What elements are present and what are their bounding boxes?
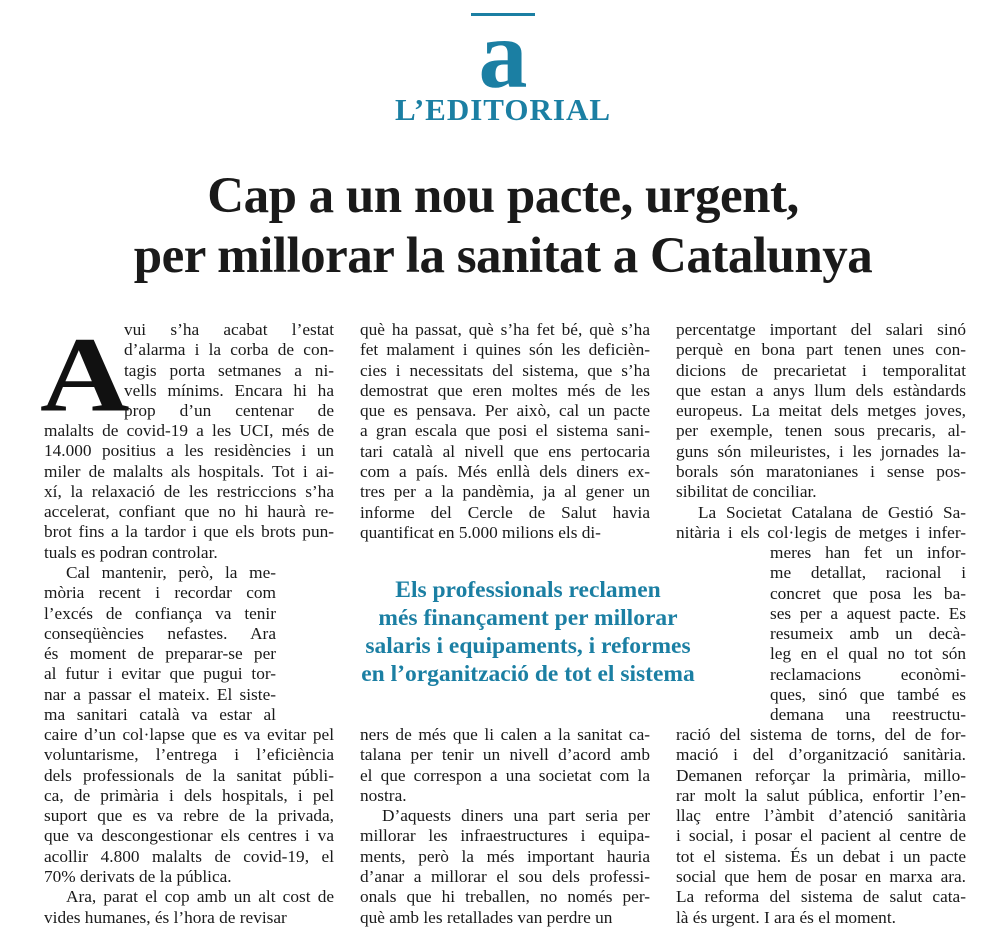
text-line: dels professionals de la sanitat públi- — [44, 765, 334, 785]
headline-line: Cap a un nou pacte, urgent, — [207, 168, 799, 224]
text-line: prop d’un centenar de — [124, 401, 334, 421]
text-line: quantificat en 5.000 milions els di- — [360, 522, 601, 542]
pull-quote-line: salaris i equipaments, i reformes — [365, 633, 691, 659]
text-line: fet malament i quines són les deficièn- — [360, 340, 650, 360]
text-line: ses per a aquest pacte. Es — [770, 603, 966, 623]
text-line: La Societat Catalana de Gestió Sa- — [698, 502, 966, 522]
text-line: accelerat, confiant que no hi haurà re- — [44, 502, 334, 522]
text-line: perquè en bona part tenen unes con- — [676, 340, 966, 360]
text-line: miler de malalts als hospitals. Tot i ai- — [44, 461, 334, 481]
text-line: i social, i posar el pacient al centre de — [676, 826, 966, 846]
text-line: demostrat que eren moltes més de les — [360, 380, 650, 400]
text-line: nostra. — [360, 785, 407, 805]
text-line: tuals es podran controlar. — [44, 542, 218, 562]
text-line: vells mínims. Encara hi ha — [124, 380, 334, 400]
text-line: d’alarma i la corba de con- — [124, 340, 334, 360]
text-line: ques, sinó que també es — [770, 685, 966, 705]
text-line: vides humanes, és l’hora de revisar — [44, 907, 287, 927]
text-line: el que correspon a una societat com la — [360, 765, 650, 785]
text-line: que estan a anys llum dels estàndards — [676, 380, 966, 400]
text-line: què amb les retallades van perdre un — [360, 907, 613, 927]
text-line: ments, però la més important hauria — [360, 846, 650, 866]
text-line: acollir 4.800 malalts de covid-19, el — [44, 846, 334, 866]
column-3-bottom — [676, 725, 966, 928]
text-line: me detallat, racional i — [770, 563, 966, 583]
text-line: reclamacions econòmi- — [770, 664, 966, 684]
text-line: brot fins a la tardor i que els brots pun- — [44, 522, 334, 542]
pull-quote — [330, 576, 726, 688]
text-line: tagis porta setmanes a ni- — [124, 360, 334, 380]
text-line: que es pensava. Per això, cal un pacte — [360, 401, 650, 421]
column-1-wrap — [124, 320, 334, 421]
text-line: ració del sistema de torns, del de for- — [676, 725, 966, 744]
masthead-logo: a — [478, 1, 528, 109]
column-1-lower — [44, 725, 334, 928]
text-line: conseqüències nefastes. Ara — [44, 623, 276, 643]
text-line: és moment de preparar-se per — [44, 644, 276, 664]
text-line: concret que posa les ba- — [770, 583, 966, 603]
text-line: rar molt la salut pública, enfortir l’en- — [676, 785, 966, 805]
text-line: Demanen reforçar la primària, millo- — [676, 765, 966, 785]
headline — [0, 166, 1006, 286]
text-line: tari català al nivell que ens pertocaria — [360, 441, 650, 461]
text-line: mació i del d’organització sanitària. — [676, 745, 966, 765]
text-line: ca, de primària i dels hospitals, i pel — [44, 785, 334, 805]
column-2-top — [360, 320, 650, 543]
text-line: al futur i evitar que pugui tor- — [44, 664, 276, 684]
text-line: 70% derivats de la pública. — [44, 867, 232, 887]
text-line: La reforma del sistema de salut cata- — [676, 887, 966, 907]
section-title: L’EDITORIAL — [394, 92, 612, 127]
text-line: vui s’ha acabat l’estat — [124, 320, 334, 339]
text-line: talana per tenir un nivell d’acord amb — [360, 745, 650, 765]
headline-line: per millorar la sanitat a Catalunya — [133, 228, 873, 284]
text-line: borals són maratonianes i sense pos- — [676, 462, 966, 482]
text-line: voluntarisme, l’entrega i l’eficiència — [44, 745, 334, 765]
text-line: guns són mileuristes, i les jornades la- — [676, 441, 966, 461]
text-line: europeus. La meitat dels metges joves, — [676, 401, 966, 421]
text-line: d’anar a millorar el sou dels professi- — [360, 867, 650, 887]
text-line: millorar les infraestructures i equipa- — [360, 826, 650, 846]
text-line: meres han fet un infor- — [770, 543, 966, 562]
column-2-bottom — [360, 725, 650, 928]
text-line: D’aquests diners una part seria per — [382, 806, 650, 826]
text-line: 14.000 positius a les residències i un — [44, 441, 334, 461]
column-3-top — [676, 320, 966, 543]
text-line: là és urgent. I ara és el moment. — [676, 907, 896, 927]
column-3-pullquote-wrap — [770, 543, 966, 726]
text-line: ners de més que li calen a la sanitat ca- — [360, 725, 650, 744]
pull-quote-line: en l’organització de tot el sistema — [361, 661, 695, 687]
drop-cap: A — [40, 315, 130, 434]
text-line: tot el sistema. És un debat i un pacte — [676, 846, 966, 866]
text-line: leg en el qual no tot són — [770, 644, 966, 664]
text-line: a gran escala que posi el sistema sani- — [360, 421, 650, 441]
text-line: Ara, parat el cop amb un alt cost de — [66, 887, 334, 907]
text-line: xí, la relaxació de les restriccions s’ha — [44, 481, 334, 501]
pull-quote-line: més finançament per millorar — [378, 605, 678, 631]
text-line: què ha passat, què s’ha fet bé, què s’ha — [360, 320, 650, 339]
column-1-pullquote-wrap — [44, 563, 276, 725]
text-line: onals que hi treballen, no només per- — [360, 887, 650, 907]
text-line: informe del Cercle de Salut havia — [360, 502, 650, 522]
text-line: dicions de precarietat i temporalitat — [676, 360, 966, 380]
text-line: resumeix amb un decà- — [770, 624, 966, 644]
text-line: malalts de covid-19 a les UCI, més de — [44, 421, 334, 440]
text-line: sibilitat de conciliar. — [676, 482, 817, 502]
text-line: percentatge important del salari sinó — [676, 320, 966, 339]
text-line: tres per a la pandèmia, ja al gener un — [360, 482, 650, 502]
text-line: llaç entre l’àmbit d’atenció sanitària — [676, 806, 966, 826]
text-line: com a país. Més enllà dels diners ex- — [360, 462, 650, 482]
text-line: demana una reestructu- — [770, 705, 966, 725]
text-line: cies i necessitats del sistema, que s’ha — [360, 360, 650, 380]
text-line: nitària i els col·legis de metges i infer- — [676, 522, 966, 542]
text-line: social que hem de posar en marxa ara. — [676, 867, 966, 887]
text-line: suport que es va rebre de la privada, — [44, 806, 334, 826]
text-line: per exemple, tenen sous precaris, al- — [676, 421, 966, 441]
pull-quote-line: Els professionals reclamen — [395, 577, 661, 603]
text-line: que va descongestionar els centres i va — [44, 826, 334, 846]
text-line: l’excés de confiança va tenir — [44, 603, 276, 623]
text-line: nar a passar el mateix. El siste- — [44, 684, 276, 704]
text-line: mòria recent i recordar com — [44, 583, 276, 603]
text-line: Cal mantenir, però, la me- — [66, 563, 276, 582]
text-line: caire d’un col·lapse que es va evitar pel — [44, 725, 334, 744]
column-1 — [44, 421, 334, 563]
text-line: ma sanitari català va estar al — [44, 705, 276, 725]
